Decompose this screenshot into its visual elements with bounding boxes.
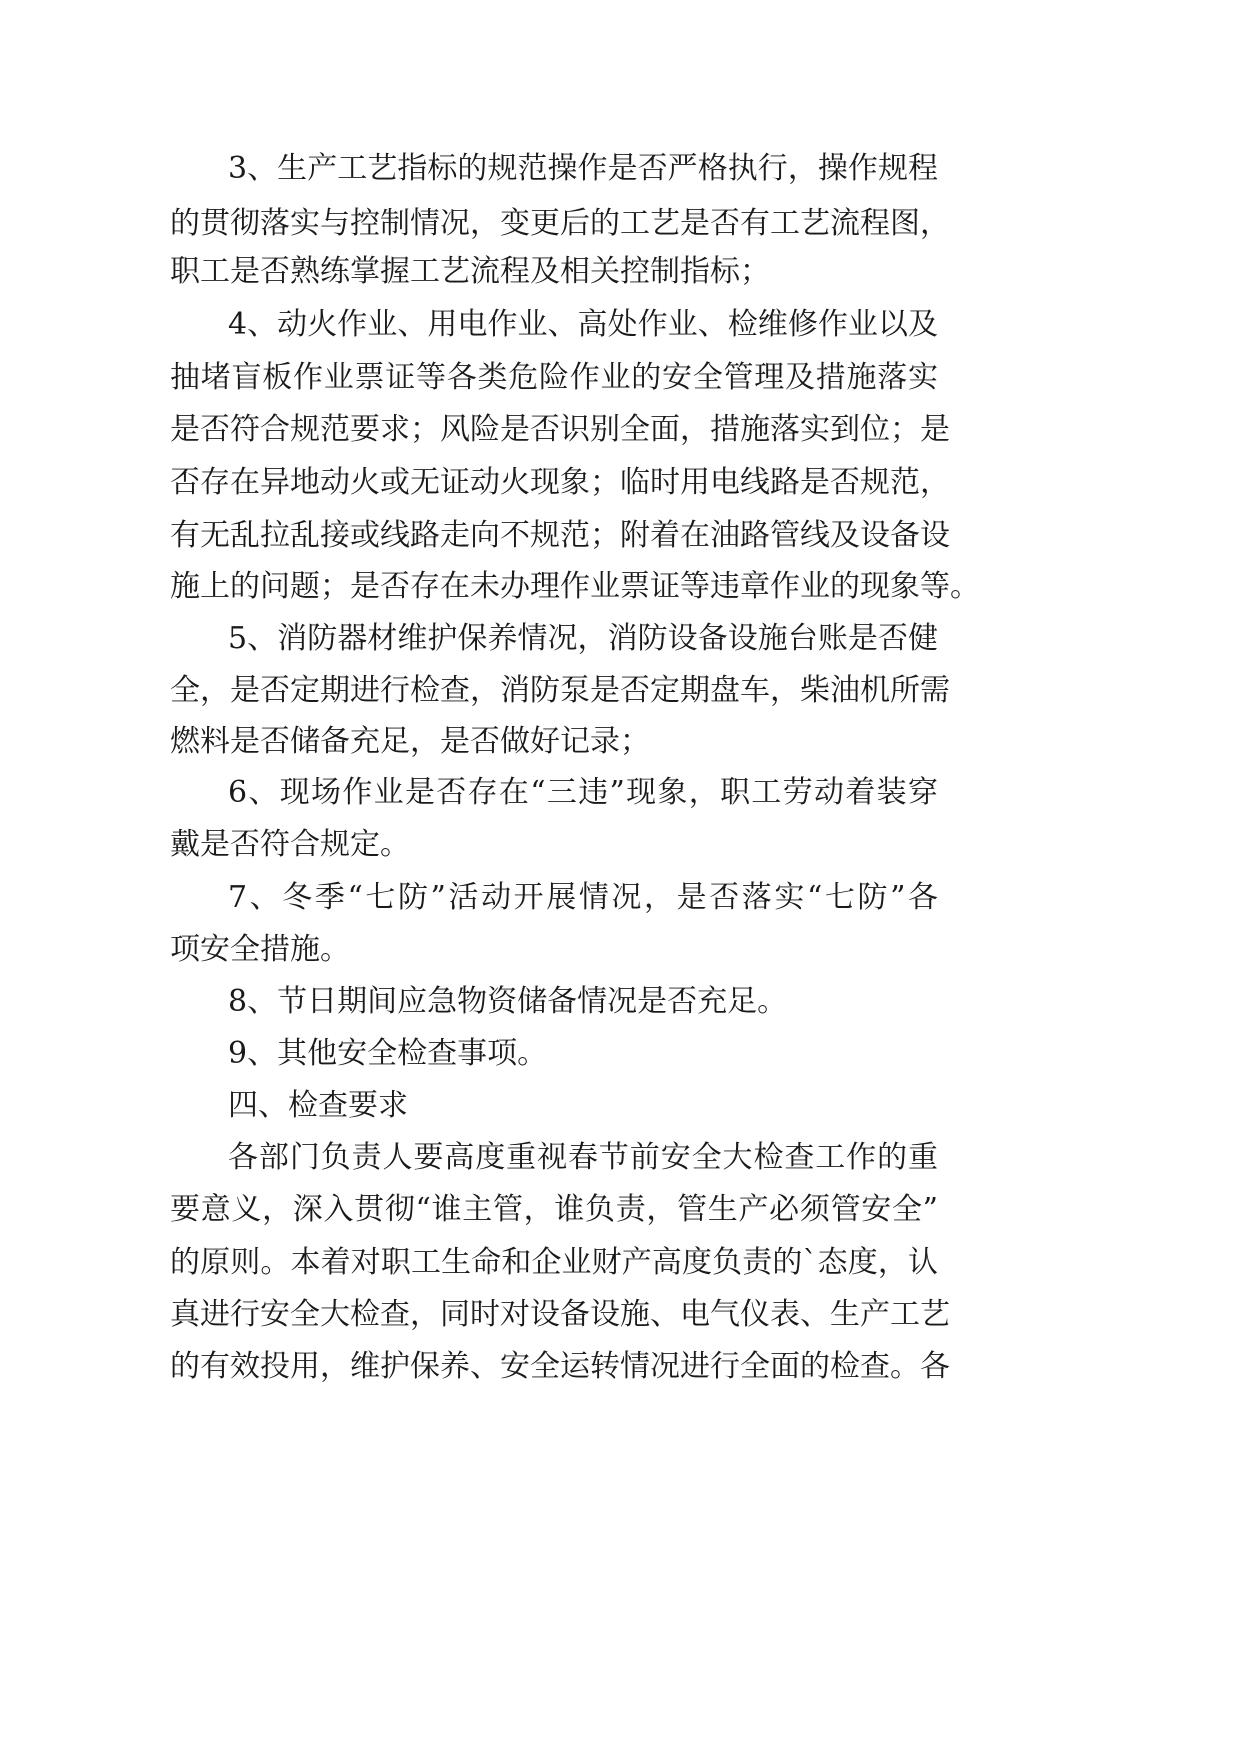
paragraph-8-line-1: 8、节日期间应急物资储备情况是否充足。 [228,984,788,1019]
paragraph-7-line-2: 项安全措施。 [170,932,350,967]
requirements-paragraph-line-3: 的原则。本着对职工生命和企业财产高度负责的`态度，认 [170,1245,938,1280]
paragraph-5-line-1: 5、消防器材维护保养情况，消防设备设施台账是否健 [228,621,938,656]
paragraph-7-line-1: 7、冬季“七防”活动开展情况，是否落实“七防”各 [228,880,938,915]
requirements-paragraph-line-1: 各部门负责人要高度重视春节前安全大检查工作的重 [228,1140,938,1175]
paragraph-4-line-4: 否存在异地动火或无证动火现象；临时用电线路是否规范， [170,465,950,500]
section-heading-4: 四、检查要求 [228,1088,408,1123]
paragraph-4-line-3: 是否符合规范要求；风险是否识别全面，措施落实到位；是 [170,412,950,447]
paragraph-3-line-3: 职工是否熟练掌握工艺流程及相关控制指标； [170,254,770,289]
paragraph-5-line-3: 燃料是否储备充足，是否做好记录； [170,724,650,759]
requirements-paragraph-line-2: 要意义，深入贯彻“谁主管，谁负责，管生产必须管安全” [170,1192,938,1227]
paragraph-6-line-2: 戴是否符合规定。 [170,827,410,862]
paragraph-3-line-2: 的贯彻落实与控制情况，变更后的工艺是否有工艺流程图， [170,206,950,241]
requirements-paragraph-line-5: 的有效投用，维护保养、安全运转情况进行全面的检查。各 [170,1349,950,1384]
paragraph-3-line-1: 3、生产工艺指标的规范操作是否严格执行，操作规程 [228,151,938,186]
paragraph-4-line-2: 抽堵盲板作业票证等各类危险作业的安全管理及措施落实 [170,360,938,395]
paragraph-4-line-5: 有无乱拉乱接或线路走向不规范；附着在油路管线及设备设 [170,518,950,553]
paragraph-4-line-6: 施上的问题；是否存在未办理作业票证等违章作业的现象等。 [170,569,980,604]
paragraph-4-line-1: 4、动火作业、用电作业、高处作业、检维修作业以及 [228,307,938,342]
paragraph-6-line-1: 6、现场作业是否存在“三违”现象，职工劳动着装穿 [228,775,938,810]
paragraph-5-line-2: 全，是否定期进行检查，消防泵是否定期盘车，柴油机所需 [170,673,950,708]
requirements-paragraph-line-4: 真进行安全大检查，同时对设备设施、电气仪表、生产工艺 [170,1297,950,1332]
paragraph-9-line-1: 9、其他安全检查事项。 [228,1036,548,1071]
